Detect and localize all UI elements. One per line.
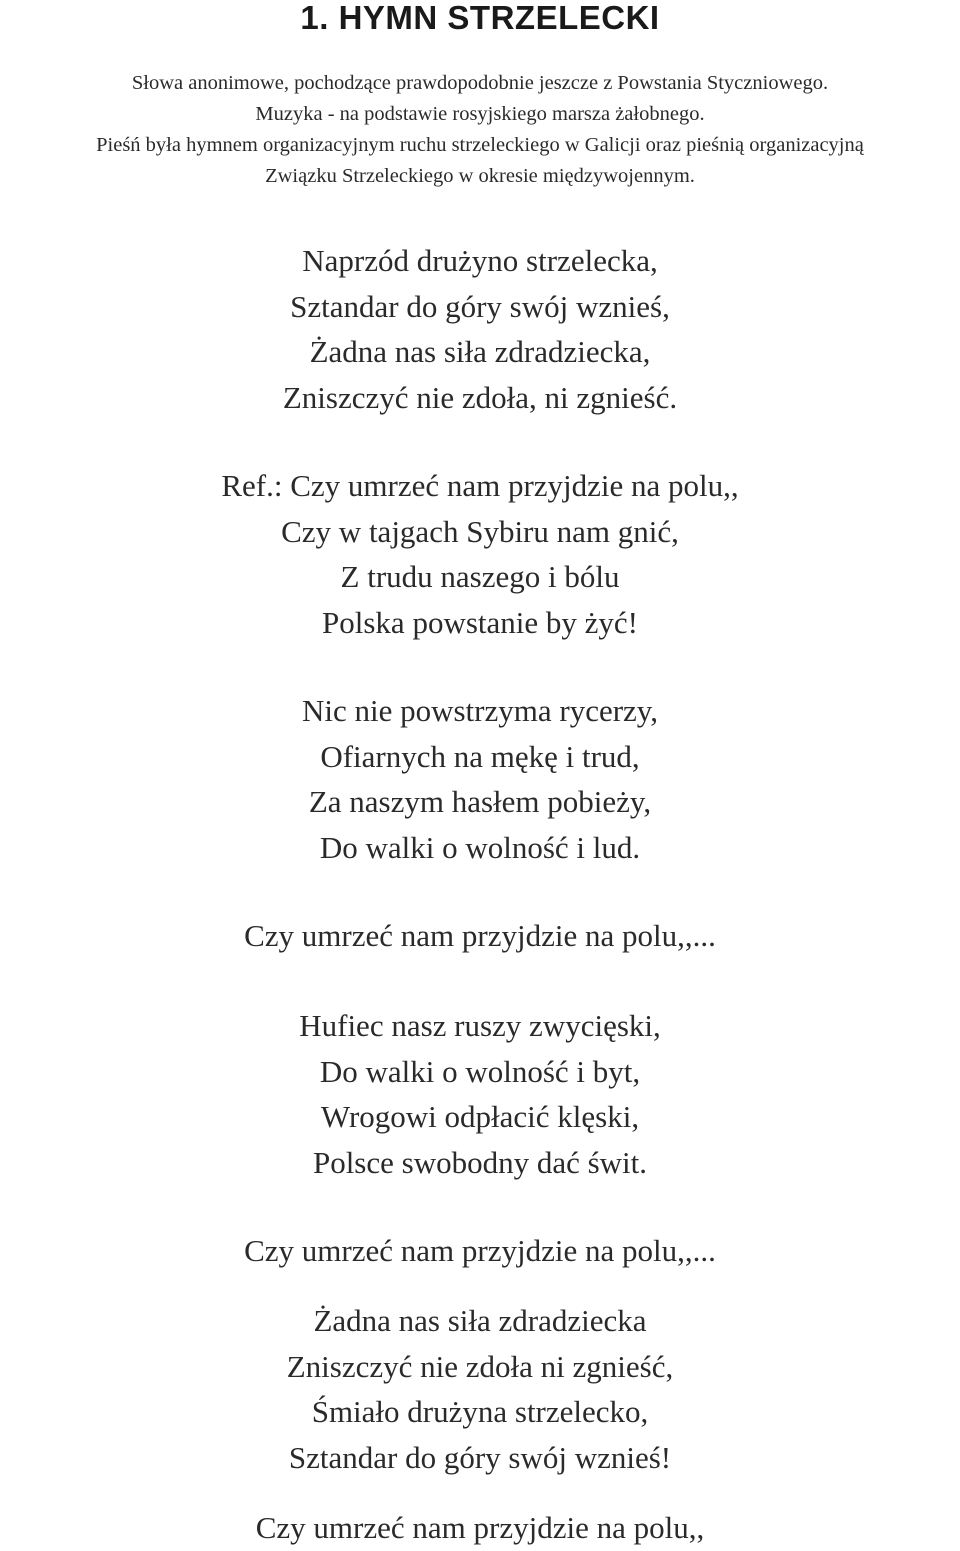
stanza-3 [0, 1003, 960, 1185]
verse-line: Ofiarnych na mękę i trud, [320, 738, 640, 774]
verse-line: Żadna nas siła zdradziecka, [309, 334, 651, 369]
verse-line: Śmiało drużyna strzelecko, [311, 1394, 649, 1429]
intro-paragraph [0, 68, 960, 192]
song-title: 1. HYMN STRZELECKI [300, 0, 660, 36]
verse-line: Polsce swobodny dać świt. [312, 1144, 648, 1180]
refrain [0, 463, 960, 645]
intro-line: Pieśń była hymnem organizacyjnym ruchu strzeleckiego w Galicji oraz pieśnią organizacyjną [96, 134, 864, 156]
refrain-repeat-1 [0, 913, 960, 959]
stanza-1 [0, 238, 960, 420]
verse-line: Zniszczyć nie zdoła ni zgnieść, [286, 1348, 674, 1384]
stanza-2 [0, 688, 960, 870]
verse-line: Do walki o wolność i lud. [319, 829, 641, 865]
refrain-repeat-3 [0, 1505, 960, 1551]
verse-line: Za naszym hasłem pobieży, [308, 784, 652, 819]
verse-line: Wrogowi odpłacić klęski, [320, 1099, 640, 1134]
refrain-line: Z trudu naszego i bólu [340, 559, 620, 594]
verse-line: Do walki o wolność i byt, [319, 1053, 641, 1089]
refrain-repeat-line: Czy umrzeć nam przyjdzie na polu,,... [244, 1233, 716, 1268]
refrain-repeat-line: Czy umrzeć nam przyjdzie na polu,,... [244, 918, 716, 953]
verse-line: Nic nie powstrzyma rycerzy, [301, 693, 659, 728]
verse-line: Żadna nas siła zdradziecka [313, 1303, 647, 1338]
refrain-line: Czy w tajgach Sybiru nam gnić, [281, 513, 679, 549]
intro-line: Słowa anonimowe, pochodzące prawdopodobnie jeszcze z Powstania Styczniowego. [131, 72, 829, 94]
verse-line: Sztandar do góry swój wznieś, [290, 288, 670, 324]
refrain-line: Polska powstanie by żyć! [322, 604, 638, 640]
refrain-line: Ref.: Czy umrzeć nam przyjdzie na polu,, [221, 468, 739, 503]
verse-line: Sztandar do góry swój wznieś! [288, 1439, 672, 1475]
intro-line: Muzyka - na podstawie rosyjskiego marsza żałobnego. [255, 103, 705, 125]
refrain-repeat-2 [0, 1228, 960, 1274]
intro-line: Związku Strzeleckiego w okresie międzywojennym. [265, 165, 695, 187]
stanza-4 [0, 1298, 960, 1480]
refrain-repeat-line: Czy umrzeć nam przyjdzie na polu,, [255, 1510, 705, 1545]
verse-line: Zniszczyć nie zdoła, ni zgnieść. [282, 379, 678, 415]
verse-line: Naprzód drużyno strzelecka, [302, 243, 658, 278]
verse-line: Hufiec nasz ruszy zwycięski, [299, 1008, 661, 1043]
